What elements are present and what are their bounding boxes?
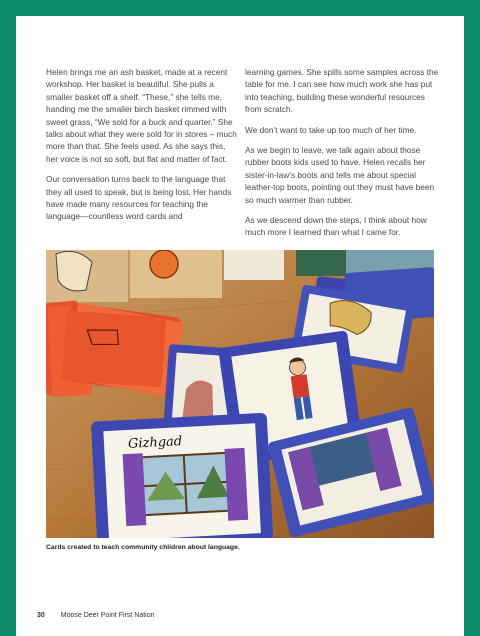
paragraph: Helen brings me an ash basket, made at a recent workshop. Her basket is beautiful. She pulls a smaller basket off a shelf. “These,” she tells me, handing me the smaller birch basket rimmed with sweet grass, “We sold for a buck and quarter.” She talks about what they were sold for in stores – much more than that. She feels used. As she says this, her voice is not so soft, but flat and matter of fact. xyxy=(46,67,237,164)
paragraph: As we begin to leave, we talk again about those rubber boots kids used to have. Helen recalls her sister-in-law’s boots and tells me about special leather-top boots, pointing out they must have been so much warmer than rubber. xyxy=(245,145,435,205)
page-number: 30 xyxy=(37,612,45,619)
paragraph: Our conversation turns back to the language that they all used to speak, but is being lost. Her hands have made many resources for teaching the language—countless word cards and xyxy=(46,174,232,222)
paragraph: learning games. She spills some samples across the table for me. I can see how much work she has put into teaching, building these wonderful resources from scratch. xyxy=(245,67,439,115)
language-cards-photo xyxy=(46,250,434,538)
card-word: Gizhgad xyxy=(127,434,183,452)
article-column-right xyxy=(245,66,441,247)
photo-caption: Cards created to teach community children about language. xyxy=(46,544,240,551)
page xyxy=(16,16,464,636)
page-footer xyxy=(37,612,155,619)
paragraph: As we descend down the steps, I think about how much more I learned than what I came for. xyxy=(245,215,427,238)
article-column-left xyxy=(46,66,238,231)
paragraph: We don’t want to take up too much of her time. xyxy=(245,124,417,135)
publication-name: Moose Deer Point First Nation xyxy=(60,612,155,619)
gizhgad-card xyxy=(91,413,273,538)
